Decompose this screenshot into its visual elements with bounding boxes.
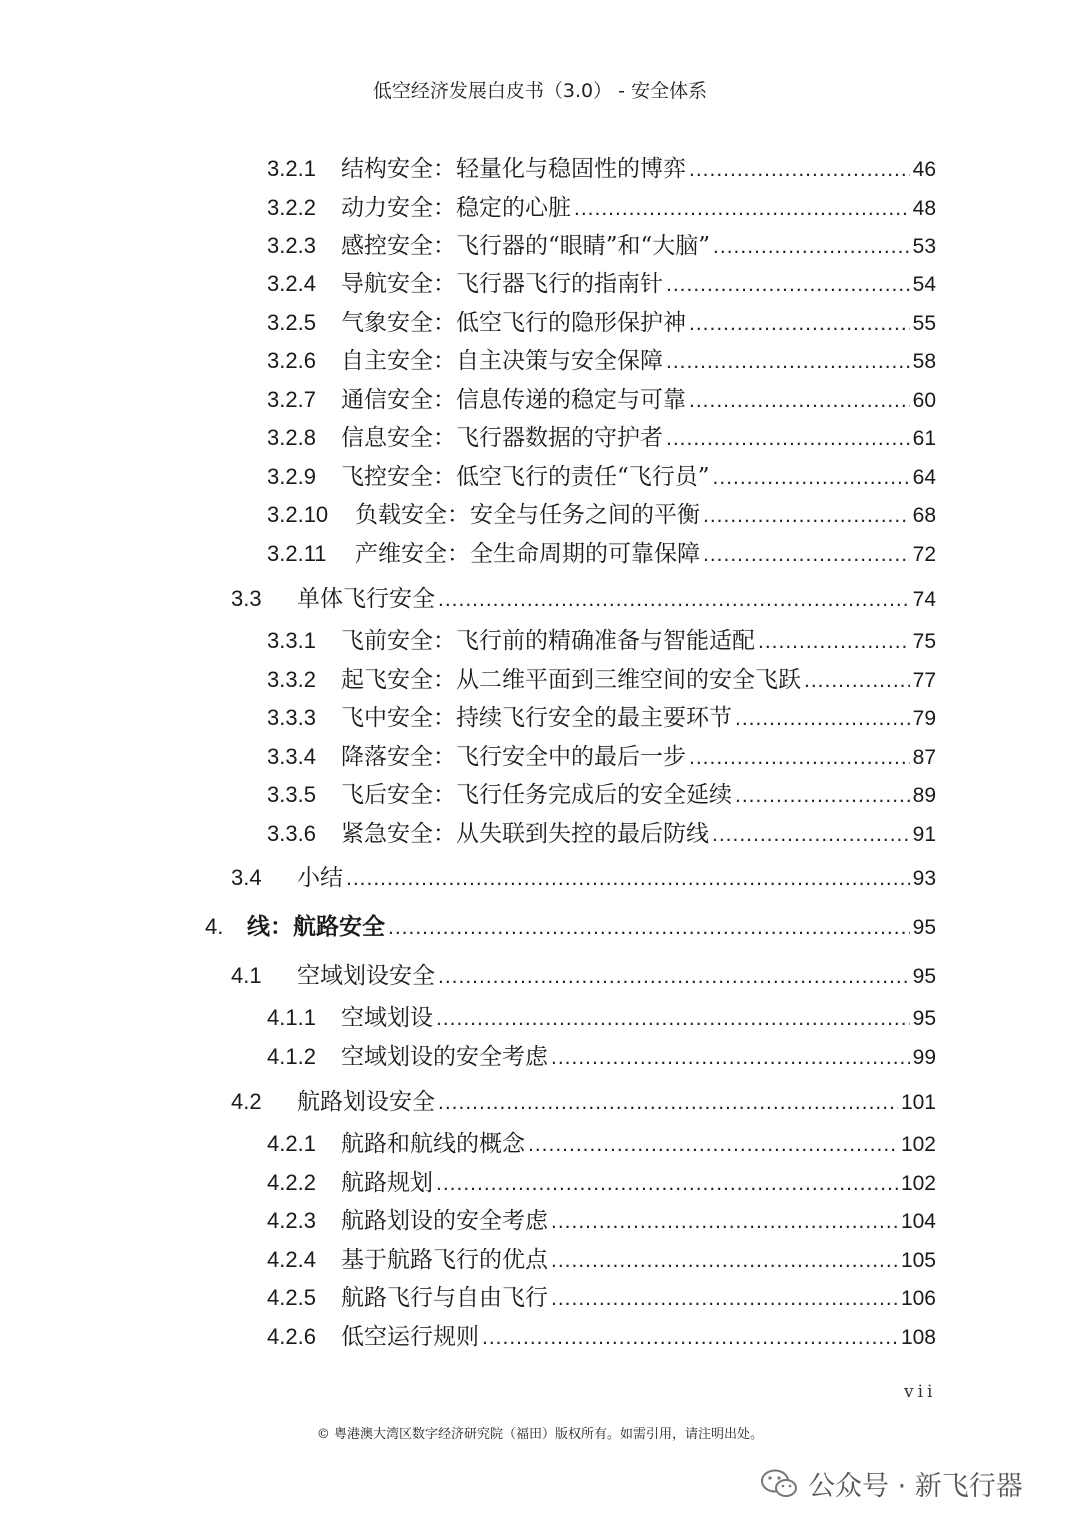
toc-entry[interactable] — [267, 1038, 936, 1070]
page-header: 低空经济发展白皮书（3.0） - 安全体系 — [372, 80, 708, 102]
dot-leader — [804, 669, 910, 693]
dot-leader — [436, 1172, 898, 1196]
dot-leader — [388, 916, 910, 940]
toc-entry-title: 航路飞行与自由飞行 — [341, 1285, 548, 1311]
toc-entry-number: 3.3.6 — [267, 821, 316, 846]
toc-entry-number: 3.3.1 — [267, 628, 316, 653]
toc-entry[interactable] — [267, 1202, 936, 1234]
wechat-icon — [760, 1468, 798, 1500]
toc-entry-number: 3.2.5 — [267, 310, 316, 335]
toc-entry-page: 102 — [900, 1133, 936, 1156]
toc-entry[interactable] — [267, 738, 936, 770]
toc-entry-page: 105 — [900, 1249, 936, 1272]
toc-entry-number: 4.2.6 — [267, 1324, 316, 1349]
toc-entry[interactable] — [267, 189, 936, 221]
toc-entry-number: 3.2.11 — [267, 541, 327, 566]
toc-entry-title: 负载安全：安全与任务之间的平衡 — [355, 502, 700, 528]
toc-entry[interactable] — [267, 458, 936, 490]
toc-entry-number: 3.4 — [231, 865, 262, 890]
toc-entry-title: 飞后安全：飞行任务完成后的安全延续 — [341, 782, 732, 808]
dot-leader — [689, 389, 910, 413]
toc-entry-number: 3.2.9 — [267, 464, 316, 489]
toc-entry-page: 79 — [912, 707, 936, 730]
dot-leader — [551, 1287, 898, 1311]
dot-leader — [482, 1326, 898, 1350]
toc-entry-page: 93 — [912, 867, 936, 890]
toc-entry-number: 3.2.1 — [267, 156, 316, 181]
toc-entry-title: 航路和航线的概念 — [341, 1131, 525, 1157]
toc-entry-page: 95 — [912, 916, 936, 939]
toc-entry[interactable] — [231, 580, 936, 612]
toc-entry-title: 空域划设安全 — [297, 963, 435, 989]
toc-entry-number: 4.2.1 — [267, 1131, 316, 1156]
toc-entry-title: 飞中安全：持续飞行安全的最主要环节 — [341, 705, 732, 731]
toc-entry-title: 气象安全：低空飞行的隐形保护神 — [341, 310, 686, 336]
toc-entry-number: 4.1.2 — [267, 1044, 316, 1069]
dot-leader — [438, 1091, 898, 1115]
dot-leader — [689, 746, 910, 770]
wechat-watermark — [760, 1464, 1023, 1503]
toc-entry-number: 3.3 — [231, 586, 262, 611]
dot-leader — [528, 1133, 898, 1157]
toc-entry-title: 动力安全：稳定的心脏 — [341, 195, 571, 221]
dot-leader — [713, 466, 910, 490]
dot-leader — [574, 197, 910, 221]
toc-entry-title: 结构安全：轻量化与稳固性的博弈 — [341, 156, 686, 182]
toc-entry-title: 空域划设的安全考虑 — [341, 1044, 548, 1070]
dot-leader — [551, 1210, 898, 1234]
toc-entry-page: 72 — [912, 543, 936, 566]
toc-entry-page: 64 — [912, 466, 936, 489]
toc-entry[interactable] — [267, 265, 936, 297]
toc-entry-page: 74 — [912, 588, 936, 611]
toc-entry-number: 4.2.2 — [267, 1170, 316, 1195]
toc-entry-page: 104 — [900, 1210, 936, 1233]
toc-entry[interactable] — [267, 381, 936, 413]
toc-entry-title: 航路规划 — [341, 1170, 433, 1196]
toc-entry-page: 91 — [912, 823, 936, 846]
toc-entry-page: 101 — [900, 1091, 936, 1114]
toc-entry[interactable] — [267, 227, 936, 259]
toc-entry[interactable] — [267, 1318, 936, 1350]
toc-entry-page: 46 — [912, 158, 936, 181]
toc-entry[interactable] — [267, 342, 936, 374]
toc-entry-title: 单体飞行安全 — [297, 586, 435, 612]
dot-leader — [735, 784, 910, 808]
toc-entry-title: 飞控安全：低空飞行的责任“飞行员” — [341, 464, 710, 490]
toc-entry[interactable] — [267, 699, 936, 731]
toc-entry[interactable] — [267, 1241, 936, 1273]
toc-entry-number: 4.1.1 — [267, 1005, 316, 1030]
dot-leader — [689, 158, 910, 182]
toc-entry-page: 58 — [912, 350, 936, 373]
dot-leader — [551, 1046, 910, 1070]
toc-entry-title: 感控安全：飞行器的“眼睛”和“大脑” — [341, 233, 711, 259]
toc-entry-page: 95 — [912, 1007, 936, 1030]
toc-entry-number: 4.1 — [231, 963, 262, 988]
dot-leader — [703, 504, 910, 528]
toc-entry-page: 108 — [900, 1326, 936, 1349]
toc-entry-number: 4.2.3 — [267, 1208, 316, 1233]
page-number: vii — [904, 1382, 937, 1402]
toc-entry-number: 3.3.4 — [267, 744, 316, 769]
dot-leader — [666, 350, 910, 374]
dot-leader — [666, 427, 910, 451]
toc-entry-title: 产维安全：全生命周期的可靠保障 — [355, 541, 700, 567]
toc-entry-title: 紧急安全：从失联到失控的最后防线 — [341, 821, 709, 847]
toc-entry-page: 102 — [900, 1172, 936, 1195]
toc-entry[interactable] — [267, 535, 936, 567]
toc-entry-title: 降落安全：飞行安全中的最后一步 — [341, 744, 686, 770]
toc-entry-number: 4.2.4 — [267, 1247, 316, 1272]
toc-entry-number: 3.3.3 — [267, 705, 316, 730]
toc-entry-page: 106 — [900, 1287, 936, 1310]
toc-entry-number: 3.3.2 — [267, 667, 316, 692]
dot-leader — [438, 588, 910, 612]
toc-entry[interactable] — [267, 150, 936, 182]
toc-entry-number: 4.2 — [231, 1089, 262, 1114]
toc-entry-page: 99 — [912, 1046, 936, 1069]
toc-entry[interactable] — [205, 908, 936, 940]
toc-entry-number: 3.2.2 — [267, 195, 316, 220]
dot-leader — [712, 823, 910, 847]
toc-entry[interactable] — [267, 622, 936, 654]
toc-entry-title: 航路划设的安全考虑 — [341, 1208, 548, 1234]
toc-entry[interactable] — [267, 1279, 936, 1311]
toc-entry-page: 60 — [912, 389, 936, 412]
dot-leader — [689, 312, 910, 336]
toc-entry-number: 3.2.3 — [267, 233, 316, 258]
toc-entry-number: 3.2.7 — [267, 387, 316, 412]
toc-entry-page: 75 — [912, 630, 936, 653]
copyright-notice: © 粤港澳大湾区数字经济研究院（福田）版权所有。如需引用，请注明出处。 — [316, 1427, 764, 1442]
toc-entry[interactable] — [267, 419, 936, 451]
toc-entry[interactable] — [267, 999, 936, 1031]
toc-entry-page: 55 — [912, 312, 936, 335]
dot-leader — [551, 1249, 898, 1273]
dot-leader — [438, 965, 910, 989]
toc-entry-page: 87 — [912, 746, 936, 769]
toc-entry-title: 自主安全：自主决策与安全保障 — [341, 348, 663, 374]
dot-leader — [703, 543, 910, 567]
toc-entry-page: 61 — [912, 427, 936, 450]
toc-entry[interactable] — [267, 1125, 936, 1157]
dot-leader — [666, 273, 910, 297]
toc-entry-title: 导航安全：飞行器飞行的指南针 — [341, 271, 663, 297]
toc-entry[interactable] — [267, 661, 936, 693]
dot-leader — [436, 1007, 910, 1031]
dot-leader — [346, 867, 910, 891]
toc-entry-number: 3.3.5 — [267, 782, 316, 807]
toc-entry-page: 53 — [912, 235, 936, 258]
toc-entry-page: 54 — [912, 273, 936, 296]
toc-entry-number: 4. — [205, 914, 224, 939]
toc-entry-page: 68 — [912, 504, 936, 527]
toc-entry[interactable] — [267, 815, 936, 847]
dot-leader — [713, 235, 910, 259]
toc-entry[interactable] — [267, 1164, 936, 1196]
toc-entry-title: 基于航路飞行的优点 — [341, 1247, 548, 1273]
toc-entry-title: 空域划设 — [341, 1005, 433, 1031]
toc-entry-page: 89 — [912, 784, 936, 807]
toc-entry-number: 3.2.10 — [267, 502, 329, 527]
toc-entry[interactable] — [267, 496, 936, 528]
toc-entry[interactable] — [231, 957, 936, 989]
toc-entry-number: 4.2.5 — [267, 1285, 316, 1310]
toc-entry-number: 3.2.4 — [267, 271, 316, 296]
watermark-text: 公众号 · 新飞行器 — [808, 1471, 1023, 1502]
dot-leader — [735, 707, 910, 731]
toc-entry[interactable] — [231, 1083, 936, 1115]
toc-entry-title: 信息安全：飞行器数据的守护者 — [341, 425, 663, 451]
toc-entry-title: 低空运行规则 — [341, 1324, 479, 1350]
toc-entry-title: 航路划设安全 — [297, 1089, 435, 1115]
toc-entry-number: 3.2.8 — [267, 425, 316, 450]
toc-entry-title: 起飞安全：从二维平面到三维空间的安全飞跃 — [341, 667, 801, 693]
toc-entry-title: 通信安全：信息传递的稳定与可靠 — [341, 387, 686, 413]
toc-entry-title: 线：航路安全 — [247, 914, 385, 940]
toc-entry[interactable] — [231, 859, 936, 891]
toc-entry-page: 77 — [912, 669, 936, 692]
toc-entry-title: 飞前安全：飞行前的精确准备与智能适配 — [341, 628, 755, 654]
toc-entry-title: 小结 — [297, 865, 343, 891]
toc-entry-page: 48 — [912, 197, 936, 220]
toc-entry-number: 3.2.6 — [267, 348, 316, 373]
dot-leader — [758, 630, 910, 654]
toc-entry-page: 95 — [912, 965, 936, 988]
toc-entry[interactable] — [267, 304, 936, 336]
toc-entry[interactable] — [267, 776, 936, 808]
